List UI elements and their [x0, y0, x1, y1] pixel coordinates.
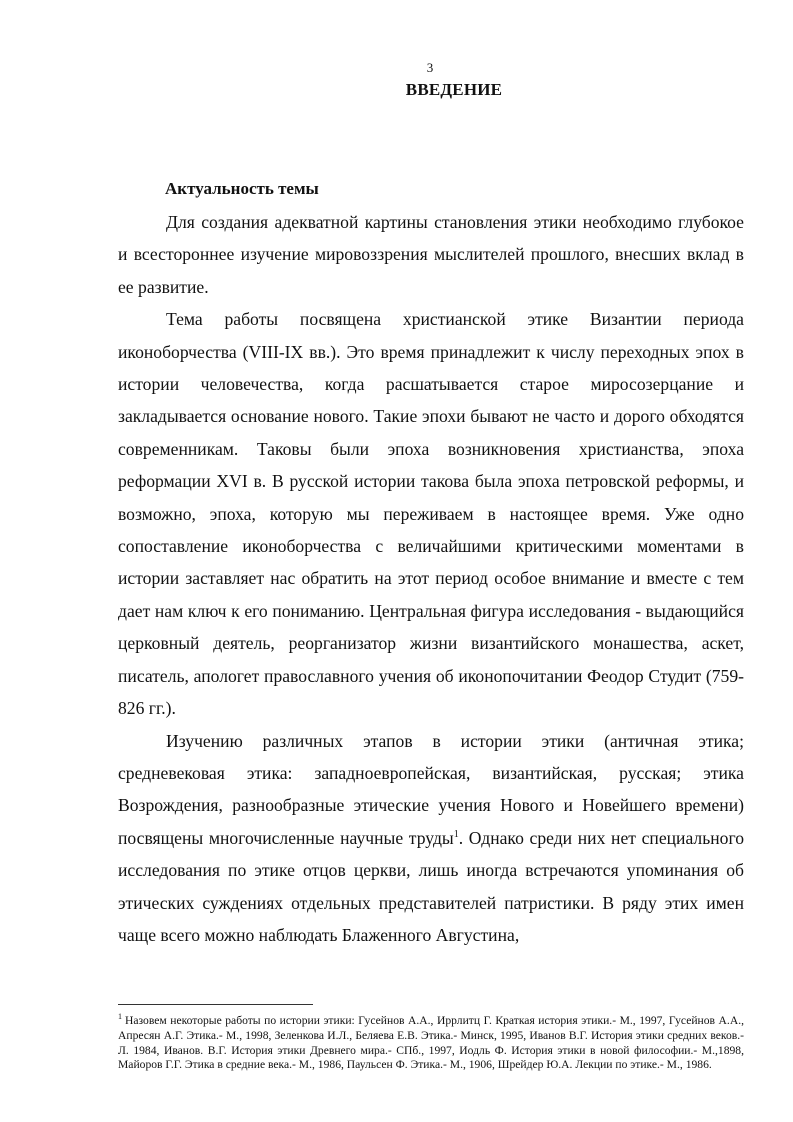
paragraph: Для создания адекватной картины становления этики необходимо глубокое и всестороннее изучение мировоззрения мыслителей прошлого, внесших вклад в ее развитие. [118, 212, 744, 297]
paragraph-text: . Однако среди них нет специального исследования по этике отцов церкви, лишь иногда встречаются упоминания об этических суждениях отдельных представителей патристики. В ряду этих имен чаще всего можно наблюдать Блаженного Августина, [118, 827, 745, 945]
page-number: 3 [426, 60, 434, 75]
footnote-divider [118, 1004, 313, 1005]
footnote-marker: 1 [118, 1012, 122, 1022]
paragraph: Тема работы посвящена христианской этике Византии периода иконоборчества (VIII-IX вв.). Это время принадлежит к числу переходных эпох в истории человечества, когда расшатывается старое миросозерцание и закладывается основание нового. Такие эпохи бывают не часто и дорого обходятся современникам. Таковы были эпоха возникновения христианства, эпоха реформации XVI в. В русской истории такова была эпоха петровской реформы, и возможно, эпоха, которую мы переживаем в настоящее время. Уже одно сопоставление иконоборчества с величайшими критическими моментами в истории заставляет нас обратить на этот период особое внимание и вместе с тем дает нам ключ к его пониманию. Центральная фигура исследования - выдающийся церковный деятель, реорганизатор жизни византийского монашества, аскет, писатель, апологет православного учения об иконопочитании Феодор Студит (759-826 гг.). [118, 309, 744, 719]
paragraph [118, 725, 744, 952]
footnote [118, 1014, 744, 1073]
footnote-reference[interactable]: 1 [453, 828, 459, 840]
page-title: ВВЕДЕНИЕ [405, 80, 503, 99]
footnote-text: Назовем некоторые работы по истории этики: Гусейнов А.А., Иррлитц Г. Краткая история этики.- М., 1997, Гусейнов А.А., Апресян А.Г. Этика.- М., 1998, Зеленкова И.Л., Беляева Е.В. Этика.- Минск, 1995, Иванов В.Г. История этики средних веков.- Л. 1984, Иванов. В.Г. История этики Древнего мира.- СПб., 1997, Иодль Ф. История этики в новой философии.- М.,1898, Майоров Г.Г. Этика в средние века.- М., 1986, Паульсен Ф. Этика.- М., 1906, Шрейдер Ю.А. Лекции по этике.- М., 1986. [118, 1014, 744, 1072]
section-heading: Актуальность темы [165, 179, 319, 198]
paragraph-text: Изучению различных этапов в истории этики (античная этика; средневековая этика: западноевропейская, византийская, русская; этика Возрождения, разнообразные этические учения Нового и Новейшего времени) посвящены многочисленные научные труды [118, 730, 744, 848]
body-text [118, 206, 744, 951]
